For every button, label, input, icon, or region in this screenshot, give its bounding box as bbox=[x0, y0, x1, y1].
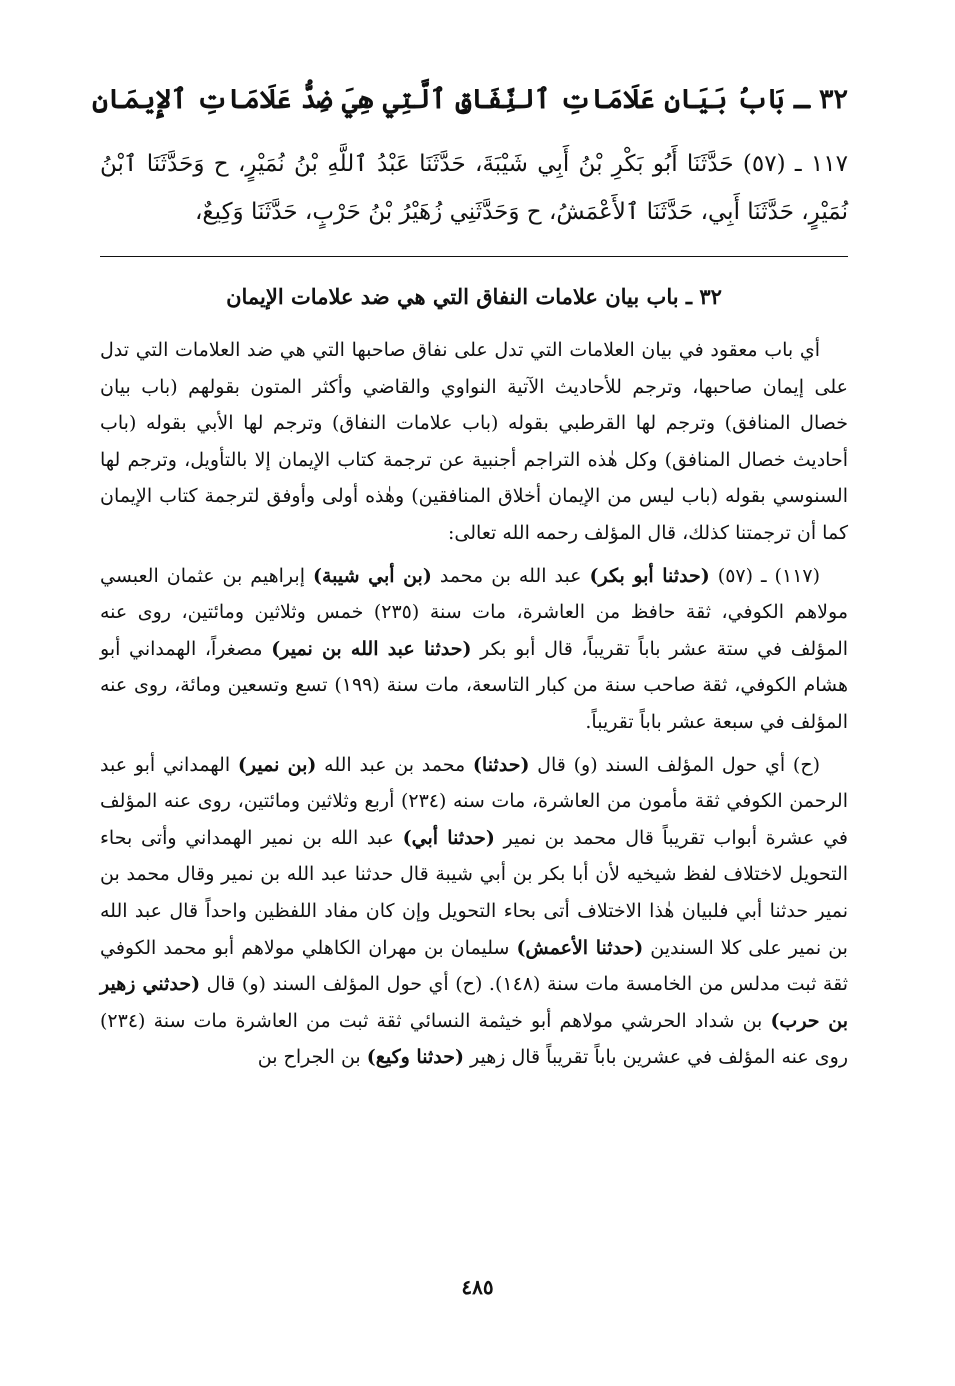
quoted-matn: (حدثنا) bbox=[472, 753, 530, 776]
quoted-matn: (بن أبي شيبة) bbox=[312, 564, 432, 587]
quoted-matn: (حدثنا الأعمش) bbox=[516, 936, 644, 959]
hadith-text: ١١٧ ـ (٥٧) حَدَّثَنَا أَبُو بَكْرِ بْنُ أَبِي شَيْبَةَ، حَدَّثَنَا عَبْدُ ٱللَّهِ بْنُ نُمَيْرٍ، ح وَحَدَّثَنَا ٱبْنُ نُمَيْرٍ، حَدَّثَنَا أَبِي، حَدَّثَنَا ٱلأَعْمَشُ، ح وَحَدَّثَنِي زُهَيْرُ بْنُ حَرْبٍ، حَدَّثَنَا وَكِيعٌ، bbox=[100, 151, 848, 225]
quoted-matn: (حدثنا أبو بكر) bbox=[589, 564, 710, 587]
quoted-matn: (حدثنا أبي) bbox=[402, 826, 495, 849]
commentary-paragraph-narrators-2 bbox=[100, 747, 848, 1076]
text-run: إبراهيم بن عثمان العبسي مولاهم الكوفي، ثقة حافظ من العاشرة، مات سنة (٢٣٥) خمس وثلاثين ومائتين، روى عنه المؤلف في ستة عشر باباً تقريباً، قال أبو بكر bbox=[100, 564, 849, 660]
text-run: محمد بن عبد الله bbox=[316, 753, 473, 776]
quoted-matn: (حدثنا وكيع) bbox=[366, 1046, 464, 1069]
text-run: الهمداني أبو عبد الرحمن الكوفي ثقة مأمون من العاشرة، مات سنه (٢٣٤) أربع وثلاثين ومائتين، روى عنه المؤلف في عشرة أبواب تقريباً قال محمد بن نمير bbox=[100, 753, 848, 849]
commentary-intro: أي باب معقود في بيان العلامات التي تدل على نفاق صاحبها التي هي ضد العلامات التي تدل على إيمان صاحبها، وترجم للأحاديث الآتية النواوي والقاضي وأكثر المتون بقولهم (باب بيان خصال المنافق) وترجم لها القرطبي بقوله (باب علامات النفاق) وترجم لها الأبي بقوله (باب أحاديث خصال المنافق) وكل هٰذه التراجم أجنبية عن ترجمة كتاب الإيمان إلا بالتأويل، وترجم لها السنوسي بقوله (باب ليس من الإيمان أخلاق المنافقين) وهٰذه أولى وأوفق لترجمة كتاب الإيمان كما أن ترجمتنا كذلك، قال المؤلف رحمه الله تعالى: bbox=[100, 339, 848, 544]
commentary-paragraph-narrators-1 bbox=[100, 558, 848, 741]
text-run: (١١٧) ـ (٥٧) bbox=[709, 564, 821, 587]
text-run: مصغراً، الهمداني أبو هشام الكوفي، ثقة صاحب سنة من كبار التاسعة، مات سنة (١٩٩) تسع وتسعين ومائة، روى عنه المؤلف في سبعة عشر باباً تقريباً. bbox=[100, 637, 848, 733]
hadith-chapter-title: ٣٢ ـ بَابُ بَيَانِ عَلَامَاتِ ٱلنِّفَاقِ ٱلَّتِي هِيَ ضِدُّ عَلَامَاتِ ٱلإِيمَانِ bbox=[92, 84, 848, 115]
quoted-matn: (حدثني زهير بن حرب) bbox=[100, 973, 848, 1032]
quoted-matn: (حدثنا عبد الله بن نمير) bbox=[271, 637, 472, 660]
commentary-body bbox=[100, 332, 848, 1076]
text-run: عبد الله بن محمد bbox=[431, 564, 590, 587]
text-run: بن الجراح بن bbox=[257, 1046, 367, 1069]
section-divider bbox=[100, 256, 848, 257]
commentary-title: ٣٢ ـ باب بيان علامات النفاق التي هي ضد علامات الإيمان bbox=[226, 284, 722, 309]
quoted-matn: (بن نمير) bbox=[237, 753, 317, 776]
text-run: (ح) أي حول المؤلف السند (و) قال bbox=[529, 753, 821, 776]
text-run: سليمان بن مهران الكاهلي مولاهم أبو محمد الكوفي ثقة ثبت مدلس من الخامسة مات سنة (١٤٨). (ح) أي حول المؤلف السند (و) قال bbox=[100, 936, 849, 996]
text-run: عبد الله بن نمير الهمداني وأتى بحاء التحويل لاختلاف لفظ شيخيه لأن أبا بكر بن أبي شيبة قال حدثنا عبد الله بن نمير وقال محمد بن نمير حدثنا أبي فلبيان هٰذا الاختلاف أتى بحاء التحويل وإن كان مفاد اللفظين واحداً قال عبد الله بن نمير على كلا السندين bbox=[100, 826, 848, 959]
text-run: بن شداد الحرشي مولاهم أبو خيثمة النسائي ثقة ثبت من العاشرة مات سنة (٢٣٤) روى عنه المؤلف في عشرين باباً تقريباً قال زهير bbox=[100, 1009, 848, 1069]
page-number: ٤٨٥ bbox=[461, 1275, 494, 1299]
